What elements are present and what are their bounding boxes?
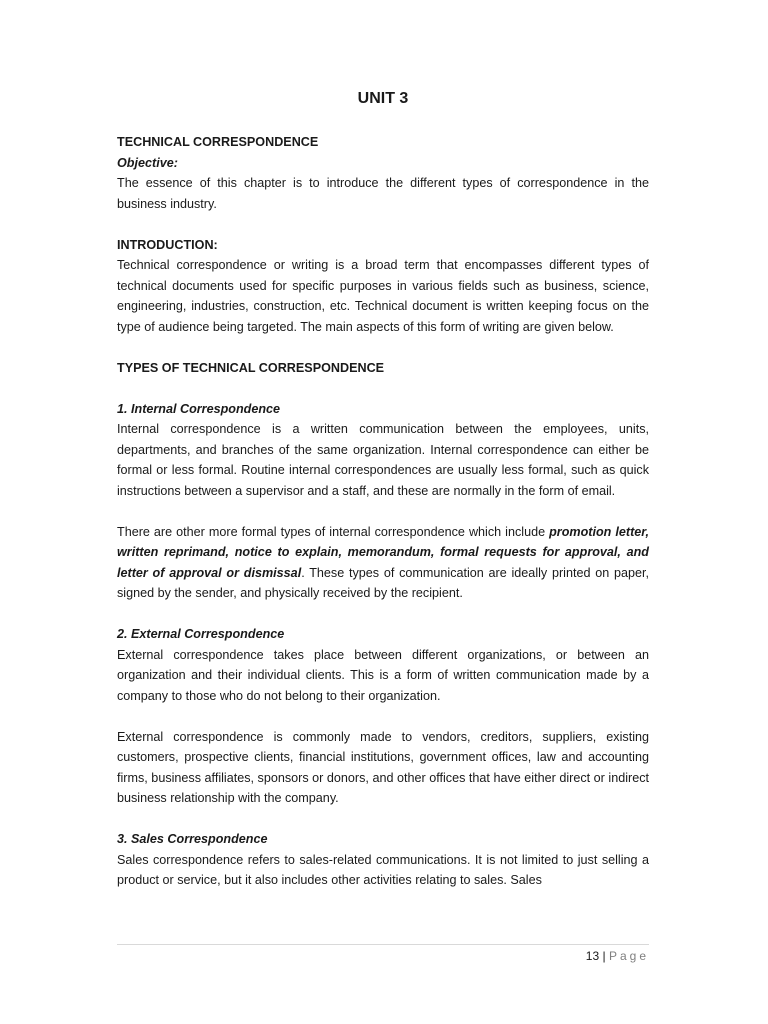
- document-page: [117, 88, 649, 891]
- page-footer: [586, 948, 649, 964]
- spacer: [117, 337, 649, 358]
- unit-title: UNIT 3: [357, 90, 409, 107]
- internal-heading: 1. Internal Correspondence: [117, 401, 281, 416]
- spacer: [117, 378, 649, 399]
- page-number: 13: [585, 949, 600, 963]
- external-para-2: External correspondence is commonly made to vendors, creditors, suppliers, existing customers, prospective clients, financial institutions, government offices, law and accounting firms, business affiliates, sponsors or donors, and other offices that have either direct or indirect business relationship with the company.: [117, 729, 649, 805]
- internal-para-2-end: . These types of communication are ideally printed on paper, signed by the sender, and physically received by the recipient.: [117, 565, 650, 600]
- spacer: [117, 604, 649, 625]
- intro-heading: INTRODUCTION:: [117, 237, 218, 252]
- intro-text: Technical correspondence or writing is a broad term that encompasses different types of technical documents used for specific purposes in various fields such as business, science, engineering, industries, construction, etc. Technical document is written keeping focus on the type of audience being targeted. The main aspects of this form of writing are given below.: [117, 258, 649, 334]
- objective-label: Objective:: [117, 155, 178, 170]
- external-para-1: External correspondence takes place between different organizations, or between an organization and their individual clients. This is a form of written communication made by a company to those who do not belong to their organization.: [117, 647, 649, 703]
- spacer: [117, 706, 649, 727]
- spacer: [117, 809, 649, 830]
- internal-para-2-start: There are other more formal types of internal correspondence which include: [117, 524, 550, 539]
- types-heading: TYPES OF TECHNICAL CORRESPONDENCE: [117, 360, 385, 375]
- internal-para-1: Internal correspondence is a written communication between the employees, units, departments, and branches of the same organization. Internal correspondence can either be formal or less formal. Routine internal correspondences are usually less formal, such as quick instructions between a supervisor and a staff, and these are normally in the form of email.: [117, 422, 649, 498]
- page-label: Page: [608, 949, 649, 963]
- objective-text: The essence of this chapter is to introduce the different types of correspondence in the business industry.: [117, 176, 649, 211]
- spacer: [117, 214, 649, 235]
- sales-heading: 3. Sales Correspondence: [117, 832, 268, 846]
- main-heading: TECHNICAL CORRESPONDENCE: [117, 135, 319, 149]
- footer-separator: |: [602, 949, 606, 963]
- internal-para-2: [117, 522, 649, 604]
- spacer: [117, 501, 649, 522]
- external-heading: 2. External Correspondence: [117, 627, 285, 641]
- sales-para-1: Sales correspondence refers to sales-related communications. It is not limited to just selling a product or service, but it also includes other activities relating to sales. Sales: [117, 852, 649, 887]
- internal-para-2-emphasis: promotion letter, written reprimand, notice to explain, memorandum, formal requests for approval, and letter of approval or dismissal: [117, 524, 649, 580]
- footer-divider: [117, 944, 649, 945]
